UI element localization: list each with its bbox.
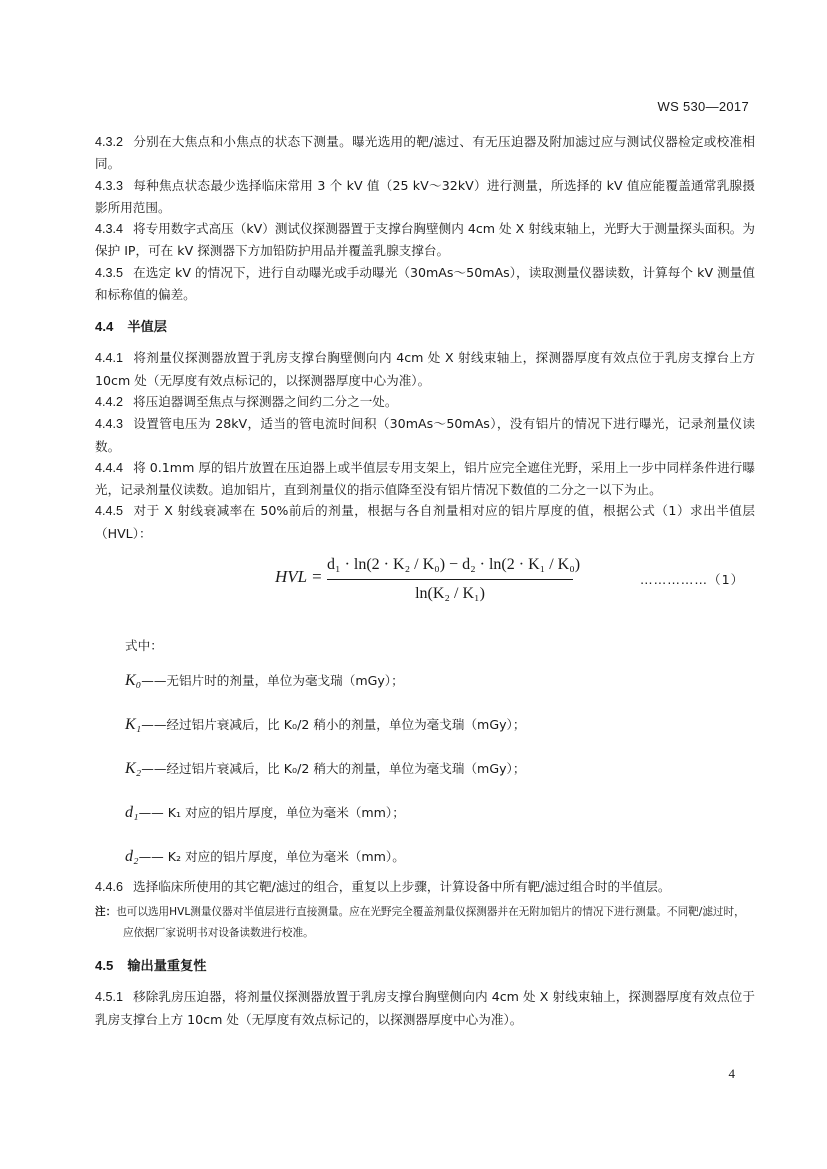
clause-4-3-5: 4.3.5 在选定 kV 的情况下，进行自动曝光或手动曝光（30mAs～50mAs），读取测量仪器读数，计算每个 kV 测量值和标称值的偏差。	[95, 264, 755, 303]
note	[95, 902, 755, 944]
fraction-bar	[327, 579, 573, 580]
hvl-formula	[95, 552, 755, 630]
definition-k0: K₀——无铝片时的剂量，单位为毫戈瑞（mGy）；	[125, 672, 404, 690]
definition-d1: d₁—— K₁ 对应的铝片厚度，单位为毫米（mm）；	[125, 804, 405, 822]
definition-k1: K₁——经过铝片衰减后，比 K₀/2 稍小的剂量，单位为毫戈瑞（mGy）；	[125, 716, 526, 734]
clause-4-3-4: 4.3.4 将专用数字式高压（kV）测试仪探测器置于支撑台胸壁侧内 4cm 处 X 射线束轴上，光野大于测量探头面积。为保护 IP，可在 kV 探测器下方加铅防护用品并覆盖乳腺支撑台。	[95, 221, 755, 259]
clause-4-4-4: 4.4.4 将 0.1mm 厚的铝片放置在压迫器上或半值层专用支架上，铝片应完全遮住光野，采用上一步中同样条件进行曝光，记录剂量仪读数。追加铝片，直到剂量仪的指示值降至没有铝片情况下数值的二分之一以下为止。	[95, 459, 755, 498]
definition-d2: d₂—— K₂ 对应的铝片厚度，单位为毫米（mm）。	[125, 848, 405, 866]
where-label: 式中：	[125, 638, 163, 654]
clause-4-4-2: 4.4.2 将压迫器调至焦点与探测器之间约二分之一处。	[95, 393, 398, 409]
clause-4-4-5: 4.4.5 对于 X 射线衰减率在 50%前后的剂量，根据与各自剂量相对应的铝片厚度的值，根据公式（1）求出半值层（HVL）：	[95, 503, 755, 541]
clause-4-3-3: 4.3.3 每种焦点状态最少选择临床常用 3 个 kV 值（25 kV～32kV）进行测量，所选择的 kV 值应能覆盖通常乳腺摄影所用范围。	[95, 177, 755, 215]
formula-denominator: ln(K₂ / K₁)	[415, 585, 485, 603]
document-code: WS 530—2017	[657, 99, 749, 114]
clause-4-5-1: 4.5.1 移除乳房压迫器，将剂量仪探测器放置于乳房支撑台胸壁侧向内 4cm 处 X 射线束轴上，探测器厚度有效点位于乳房支撑台上方 10cm 处（无厚度有效点标记的，以探测器厚度中心为准）。	[95, 989, 755, 1027]
formula-lhs: HVL =	[275, 567, 323, 587]
formula-fraction	[327, 552, 581, 606]
clause-4-4-1: 4.4.1 将剂量仪探测器放置于乳房支撑台胸壁侧向内 4cm 处 X 射线束轴上，探测器厚度有效点位于乳房支撑台上方 10cm 处（无厚度有效点标记的，以探测器厚度中心为准）。	[95, 350, 755, 388]
page-body	[95, 131, 755, 1030]
section-heading-4-4: 4.4 半值层	[95, 319, 167, 336]
definition-k2: K₂——经过铝片衰减后，比 K₀/2 稍大的剂量，单位为毫戈瑞（mGy）；	[125, 760, 526, 778]
note-text: 也可以选用HVL测量仪器对半值层进行直接测量。应在光野完全覆盖剂量仪探测器并在无附加铝片的情况下进行测量。不同靶/滤过时，应依据厂家说明书对设备读数进行校准。	[116, 906, 745, 940]
formula-numerator: d₁ · ln(2 · K₂ / K₀) − d₂ · ln(2 · K₁ / K₀)	[327, 556, 581, 574]
clause-4-4-6: 4.4.6 选择临床所使用的其它靶/滤过的组合，重复以上步骤，计算设备中所有靶/滤过组合时的半值层。	[95, 879, 671, 895]
note-label: 注：	[95, 906, 117, 919]
formula-number: ……………（1）	[640, 572, 745, 588]
section-heading-4-5: 4.5 输出量重复性	[95, 958, 207, 975]
clause-4-4-3: 4.4.3 设置管电压为 28kV，适当的管电流时间积（30mAs～50mAs），没有铝片的情况下进行曝光，记录剂量仪读数。	[95, 416, 755, 454]
page-number: 4	[728, 1066, 735, 1081]
clause-4-3-2: 4.3.2 分别在大焦点和小焦点的状态下测量。曝光选用的靶/滤过、有无压迫器及附加滤过应与测试仪器检定或校准相同。	[95, 134, 755, 172]
